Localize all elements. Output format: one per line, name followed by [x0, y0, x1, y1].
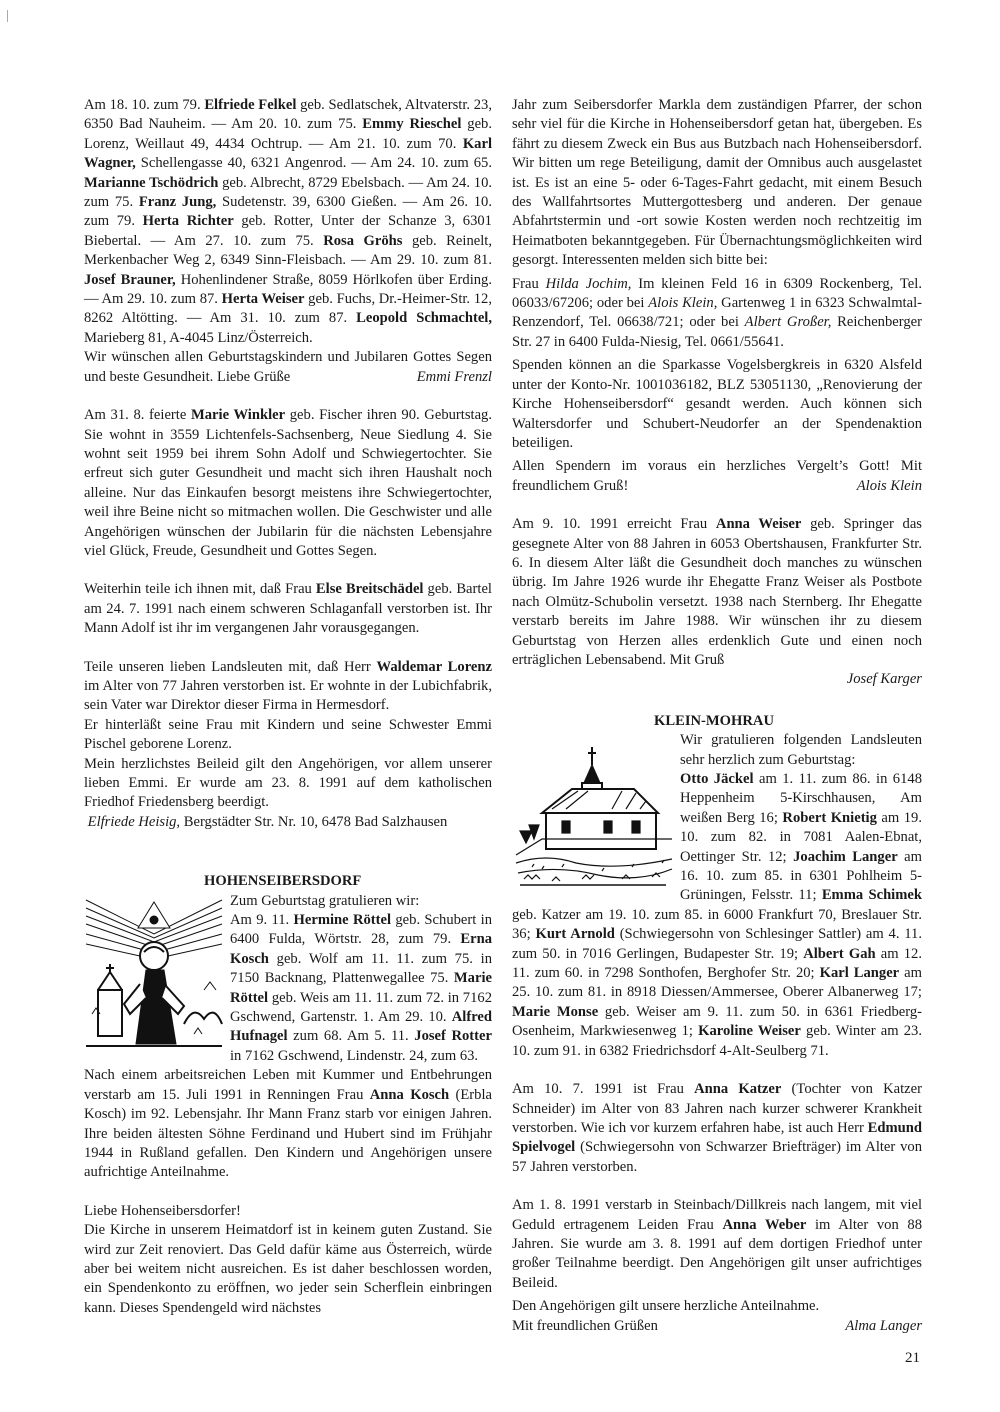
church-paragraph: Die Kirche in unserem Heimatdorf ist in keinem guten Zustand. Sie wird zur Zeit renoviert. Das Geld dafür käme aus Österreich, würde aber bei weitem nicht ausreichen. Es ist daher beschlossen worden, ein Spendenkonto zu eröffnen, wo jeder sein Scherflein einbringen kann. Dieses Spendengeld wird nächstes	[84, 1222, 492, 1316]
signature: Alois Klein	[856, 477, 922, 494]
obituary-katzer-paragraph: Am 10. 7. 1991 ist Frau Anna Katzer (Tochter von Katzer Schneider) im Alter von 83 Jahren nach kurzer schwerer Krankheit verstorben. Wie ich vor kurzem erfahren habe, ist auch Herr Edmund Spielvogel (Schwiegersohn von Schwarzer Briefträger) im Alter von 57 Jahren verstorben.	[512, 1081, 922, 1175]
signature: Emmi Frenzl	[416, 368, 492, 385]
signature-line: Elfriede Heisig, Bergstädter Str. Nr. 10, 6478 Bad Salzhausen	[87, 813, 448, 830]
scan-mark	[7, 10, 8, 22]
obituary-lorenz-family: Er hinterläßt seine Frau mit Kindern und seine Schwester Emmi Pischel geborene Lorenz.	[84, 716, 492, 753]
obituary-paragraph: Weiterhin teile ich ihnen mit, daß Frau Else Breitschädel geb. Bartel am 24. 7. 1991 nach einem schweren Schlaganfall verstorben ist. Ihr Mann Adolf ist ihr im vergangenen Jahr vorausgegangen.	[84, 581, 492, 637]
right-column	[512, 96, 922, 1336]
thanks-paragraph: Allen Spendern im voraus ein herzliches Vergelt’s Gott! Mit freundlichem Gruß! Alois Klein	[512, 457, 922, 496]
left-column	[84, 96, 492, 1318]
birthday-list-paragraph: Am 18. 10. zum 79. Elfriede Felkel geb. Sedlatschek, Altvaterstr. 23, 6350 Bad Nauheim. — Am 20. 10. zum 75. Emmy Rieschel geb. Lorenz, Weillaut 49, 4434 Ochtrup. — Am 21. 10. zum 70. Karl Wagner, Schellengasse 40, 6321 Angenrod. — Am 24. 10. zum 65. Marianne Tschödrich geb. Albrecht, 8729 Ebelsbach. — Am 24. 10. zum 75. Franz Jung, Sudetenstr. 39, 6300 Gießen. — Am 26. 10. zum 79. Herta Richter geb. Rotter, Unter der Schanze 3, 6301 Biebertal. — Am 27. 10. zum 75. Rosa Gröhs geb. Reinelt, Merkenbacher Weg 2, 6349 Sinn-Fleisbach. — Am 29. 10. zum 81. Josef Brauner, Hohenlindener Straße, 8059 Hörlkofen über Erding. — Am 29. 10. zum 87. Herta Weiser geb. Fuchs, Dr.-Heimer-Str. 12, 8262 Altötting. — Am 31. 10. zum 87. Leopold Schmachtel, Marieberg 81, A-4045 Linz/Österreich.	[84, 97, 493, 346]
birthday-88-paragraph: Am 9. 10. 1991 erreicht Frau Anna Weiser geb. Springer das gesegnete Alter von 88 Jahren in 6053 Obertshausen, Frankfurter Str. 6. In diesem Alter läßt die Gesundheit doch manches zu wünschen übrig. Im Jahre 1926 wurde ihr Ehegatte Franz Weiser als Postbote nach Olmütz-Schubolin versetzt. 1938 nach Sternberg. Ihr Ehegatte verstarb bereits im Jahre 1988. Wir wünschen ihr zu diesem Geburtstag von Herzen alles erdenklich Gute und einen noch erträglichen Lebensabend. Mit Gruß	[512, 516, 922, 668]
church-greeting: Liebe Hohenseibersdorfer!	[84, 1202, 241, 1219]
condolence-line: Den Angehörigen gilt unsere herzliche Anteilnahme.	[512, 1298, 820, 1315]
klein-mohrau-birthdays: Otto Jäckel am 1. 11. zum 86. in 6148 Heppenheim 5-Kirschhausen, Am weißen Berg 16; Robert Knietig am 19. 10. zum 82. in 7081 Aalen-Ebnat, Oettinger Str. 12; Joachim Langer am 16. 10. zum 85. in 6301 Pohlheim 5-Grüningen, Felsstr. 11; Emma Schimek geb. Katzer am 19. 10. zum 85. in 6000 Frankfurt 70, Breslauer Str. 36; Kurt Arnold (Schwiegersohn von Schlesinger Sattler) am 4. 11. zum 50. in 7016 Gerlingen, Budapester Str. 19; Albert Gah am 12. 11. zum 60. in 7298 Sonthofen, Berghofer Str. 20; Karl Langer am 25. 10. zum 81. in 8918 Diessen/Ammersee, Oberer Albanerweg 17; Marie Monse geb. Weiser am 9. 11. zum 50. in 6361 Friedberg-Osenheim, Markwiesenweg 1; Karoline Weiser geb. Winter am 23. 10. zum 91. in 6382 Friedrichsdorf 4-Alt-Seulberg 71.	[512, 771, 923, 1059]
hohenseibersdorf-intro: Zum Geburtstag gratulieren wir:	[230, 892, 420, 909]
church-woodcut-illustration	[512, 743, 674, 893]
section-heading-hohenseibersdorf: HOHENSEIBERSDORF	[204, 873, 362, 890]
hohenseibersdorf-obituary: Nach einem arbeitsreichen Leben mit Kummer und Entbehrungen verstarb am 15. Juli 1991 in Renningen Frau Anna Kosch (Erbla Kosch) im 92. Lebensjahr. Ihr Mann Franz starb vor einigen Jahren. Ihre beiden ältesten Söhne Ferdinand und Hubert sind im Frühjahr 1944 in Rußland gefallen. Den Kindern und Angehörigen unsere aufrichtige Anteilnahme.	[84, 1067, 492, 1181]
closing-line: Mit freundlichen Grüßen Alma Langer	[512, 1317, 922, 1336]
page-number: 21	[905, 1350, 920, 1366]
bus-trip-paragraph: Jahr zum Seibersdorfer Markla dem zuständigen Pfarrer, der schon sehr viel für die Kirche in Hohenseibersdorf getan hat, übergeben. Es fährt zu diesem Zweck ein Bus aus Butzbach nach Hohenseibersdorf. Wir bitten um rege Beteiligung, damit der Omnibus auch ausgelastet ist. Es ist an eine 5- oder 6-Tages-Fahrt gedacht, mit einem Besuch des Wallfahrtsortes Muttergottesberg und anderen. Der genaue Abfahrtstermin und -ort sowie Kosten werden noch rechtzeitig im Heimatboten bekanntgegeben. Für Übernachtungsmöglichkeiten wird gesorgt. Interessenten melden sich bitte bei:	[512, 97, 922, 269]
obituary-lorenz-paragraph: Teile unseren lieben Landsleuten mit, daß Herr Waldemar Lorenz im Alter von 77 Jahren verstorben ist. Er wohnte in der Lubichfabrik, sein Vater war Direktor dieser Firma in Hermesdorf.	[84, 658, 493, 714]
donations-paragraph: Spenden können an die Sparkasse Vogelsbergkreis in 6320 Alsfeld unter der Konto-Nr. 1001036182, BLZ 53051130, „Renovierung der Kirche Hohenseibersdorf“ gesandt werden. Auch können sich Waltersdorfer und Schubert-Neudorfer an der Spendenaktion beteiligen.	[512, 357, 922, 451]
klein-mohrau-intro: Wir gratulieren folgenden Landsleuten sehr herzlich zum Geburtstag:	[680, 732, 922, 768]
wishes-paragraph: Wir wünschen allen Geburtstagskindern und Jubilaren Gottes Segen und beste Gesundheit. Liebe Grüße Emmi Frenzl	[84, 348, 492, 387]
condolence-paragraph: Mein herzlichstes Beileid gilt den Angehörigen, vor allem unserer lieben Emmi. Er wurde am 23. 8. 1991 auf dem katholischen Friedhof Friedensberg beerdigt.	[84, 755, 492, 811]
signature: Josef Karger	[846, 671, 922, 688]
section-heading-klein-mohrau: KLEIN-MOHRAU	[654, 712, 774, 729]
birthday-90-paragraph: Am 31. 8. feierte Marie Winkler geb. Fischer ihren 90. Geburtstag. Sie wohnt in 3559 Lichtenfels-Sachsenberg, Neue Siedlung 4. Sie wohnt seit 1959 bei ihrem Sohn Adolf und Schwiegertochter. Sie erfreut sich guter Gesundheit und macht sich ihren Haushalt noch alleine. Nur das Einkaufen besorgt meistens ihre Schwiegertochter, weil ihre Beine nicht so mitmachen wollen. Die Geschwister und alle Angehörigen wünschen der Jubilarin für die nächsten Lebensjahre viel Glück, Freude, Gesundheit und Gottes Segen.	[84, 407, 492, 559]
church-woodcut-svg	[512, 743, 674, 893]
obituary-weber-paragraph: Am 1. 8. 1991 verstarb in Steinbach/Dillkreis nach langem, mit viel Geduld ertragenem Leiden Frau Anna Weber im Alter von 88 Jahren. Sie wurde am 3. 8. 1991 auf dem dortigen Friedhof unter großer Teilnahme beerdigt. Den Angehörigen gilt unser aufrichtiges Beileid.	[512, 1197, 923, 1291]
saint-woodcut-illustration	[84, 894, 224, 1052]
signature: Alma Langer	[845, 1317, 922, 1334]
hohenseibersdorf-birthdays: Am 9. 11. Hermine Röttel geb. Schubert in 6400 Fulda, Wörtstr. 28, zum 79. Erna Kosch geb. Wolf am 11. 11. zum 75. in 7150 Backnang, Plattenwegallee 75. Marie Röttel geb. Weis am 11. 11. zum 72. in 7162 Gschwend, Gartenstr. 1. Am 29. 10. Alfred Hufnagel zum 68. Am 5. 11. Josef Rotter in 7162 Gschwend, Lindenstr. 24, zum 63.	[230, 912, 492, 1064]
contacts-paragraph: Frau Hilda Jochim, Im kleinen Feld 16 in 6309 Rockenberg, Tel. 06033/67206; oder bei Alois Klein, Gartenweg 1 in 6323 Schwalmtal-Renzendorf, Tel. 06638/721; oder bei Albert Großer, Reichenberger Str. 27 in 6400 Fulda-Niesig, Tel. 0661/55641.	[512, 275, 922, 350]
saint-woodcut-svg	[84, 894, 224, 1052]
